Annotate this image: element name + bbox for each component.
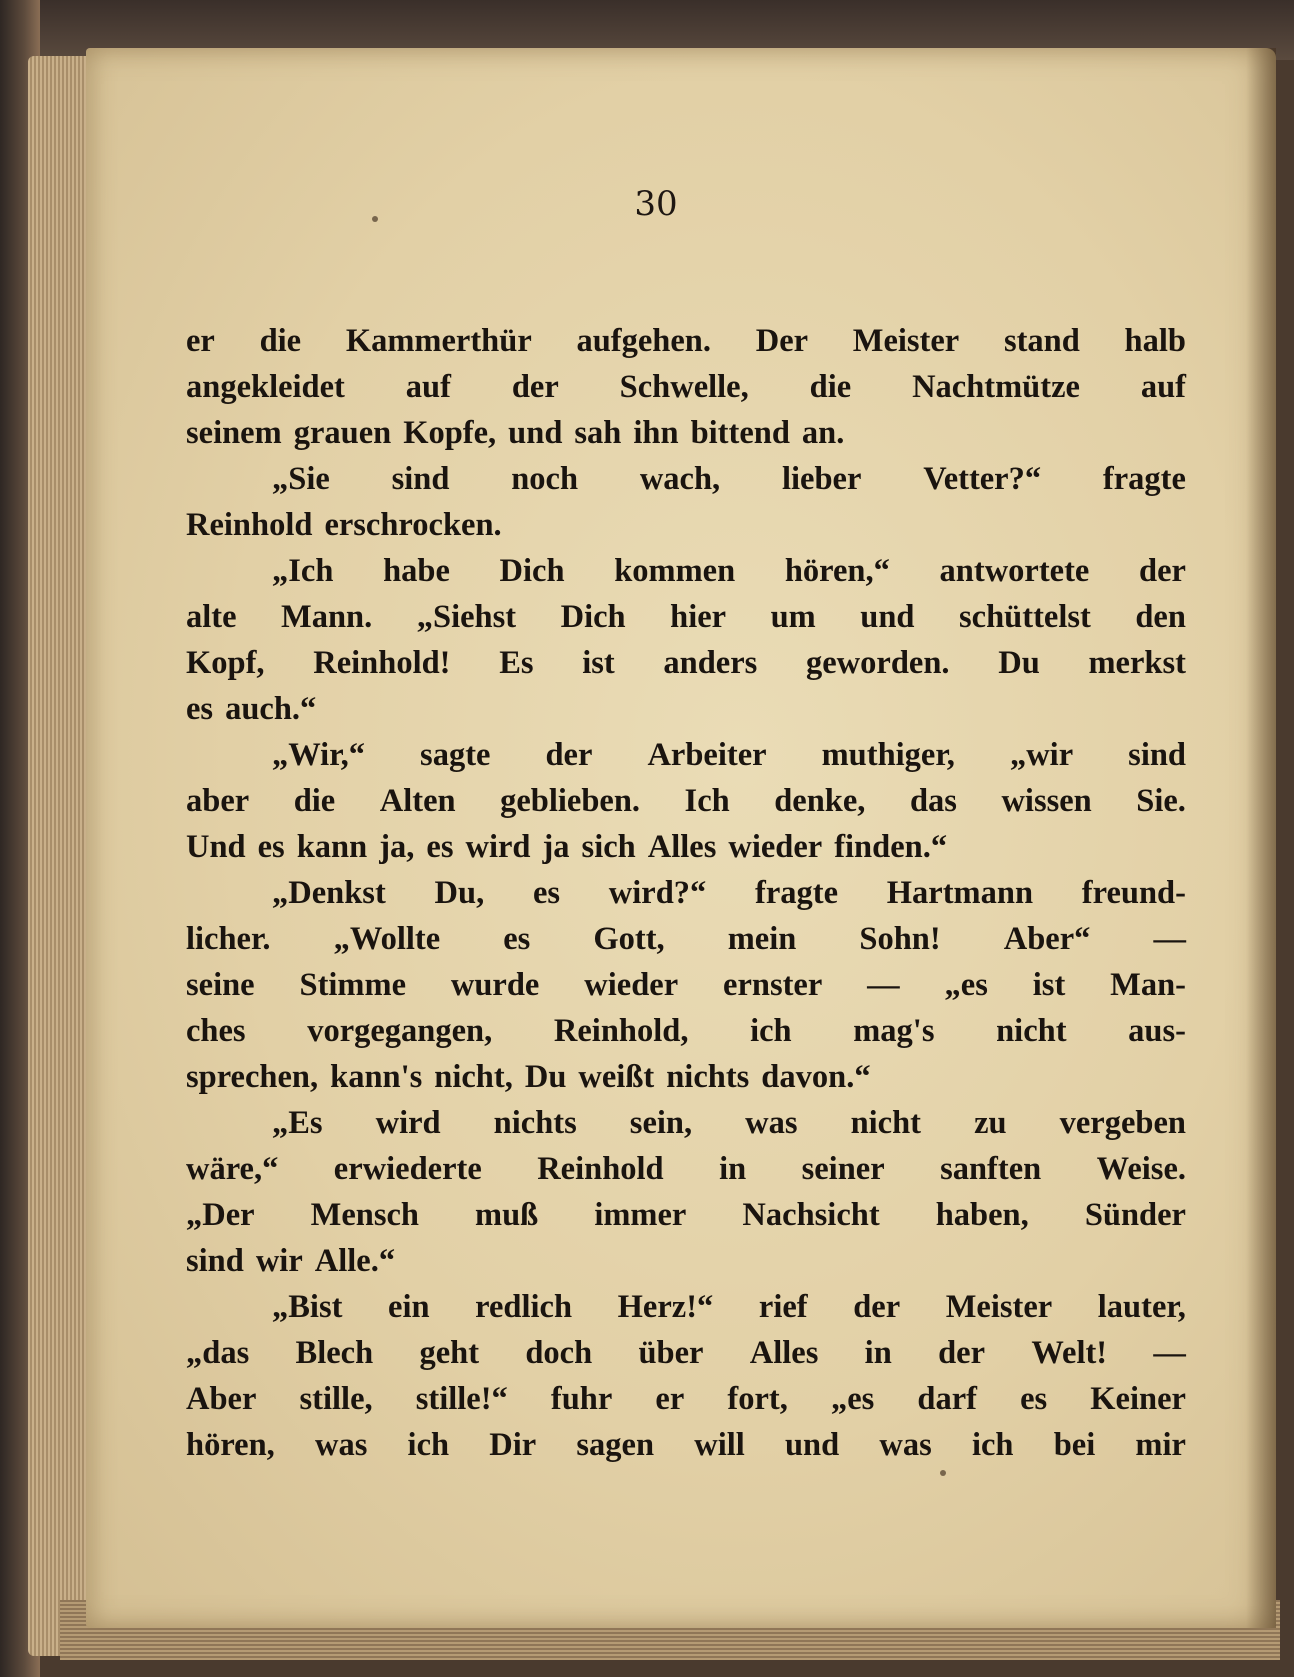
text-line: Reinhold erschrocken. — [186, 507, 502, 543]
text-line: Und es kann ja, es wird ja sich Alles wieder finden.“ — [186, 829, 948, 865]
text-line: angekleidet auf der Schwelle, die Nachtmütze auf — [186, 369, 1186, 405]
page-gutter-shadow — [1246, 48, 1276, 1628]
paper-speck — [940, 1470, 946, 1476]
text-line: seinem grauen Kopfe, und sah ihn bittend an. — [186, 415, 845, 451]
text-line: seine Stimme wurde wieder ernster — „es ist Man- — [186, 967, 1186, 1003]
text-line: er die Kammerthür aufgehen. Der Meister stand halb — [186, 323, 1186, 359]
text-line: „Bist ein redlich Herz!“ rief der Meister lauter, — [272, 1289, 1186, 1325]
text-line: „Es wird nichts sein, was nicht zu vergeben — [272, 1105, 1186, 1141]
text-line: es auch.“ — [186, 691, 317, 727]
text-line: licher. „Wollte es Gott, mein Sohn! Aber“ — — [186, 921, 1186, 957]
text-line: alte Mann. „Siehst Dich hier um und schüttelst den — [186, 599, 1186, 635]
text-line: ches vorgegangen, Reinhold, ich mag's nicht aus- — [186, 1013, 1186, 1049]
text-line: „Ich habe Dich kommen hören,“ antwortete der — [272, 553, 1186, 589]
body-text — [186, 318, 1186, 1468]
text-line: „das Blech geht doch über Alles in der Welt! — — [186, 1335, 1186, 1371]
text-line: „Sie sind noch wach, lieber Vetter?“ fragte — [272, 461, 1186, 497]
text-line: sind wir Alle.“ — [186, 1243, 396, 1279]
text-line: hören, was ich Dir sagen will und was ich bei mir — [186, 1427, 1186, 1463]
text-line: „Denkst Du, es wird?“ fragte Hartmann freund- — [272, 875, 1186, 911]
text-line: aber die Alten geblieben. Ich denke, das wissen Sie. — [186, 783, 1186, 819]
text-line: sprechen, kann's nicht, Du weißt nichts davon.“ — [186, 1059, 871, 1095]
paper-speck — [372, 216, 378, 222]
text-line: Kopf, Reinhold! Es ist anders geworden. Du merkst — [186, 645, 1186, 681]
text-line: Aber stille, stille!“ fuhr er fort, „es darf es Keiner — [186, 1381, 1186, 1417]
text-line: „Der Mensch muß immer Nachsicht haben, Sünder — [186, 1197, 1186, 1233]
page-number: 30 — [634, 184, 678, 224]
text-line: „Wir,“ sagte der Arbeiter muthiger, „wir sind — [272, 737, 1186, 773]
text-line: wäre,“ erwiederte Reinhold in seiner sanften Weise. — [186, 1151, 1186, 1187]
